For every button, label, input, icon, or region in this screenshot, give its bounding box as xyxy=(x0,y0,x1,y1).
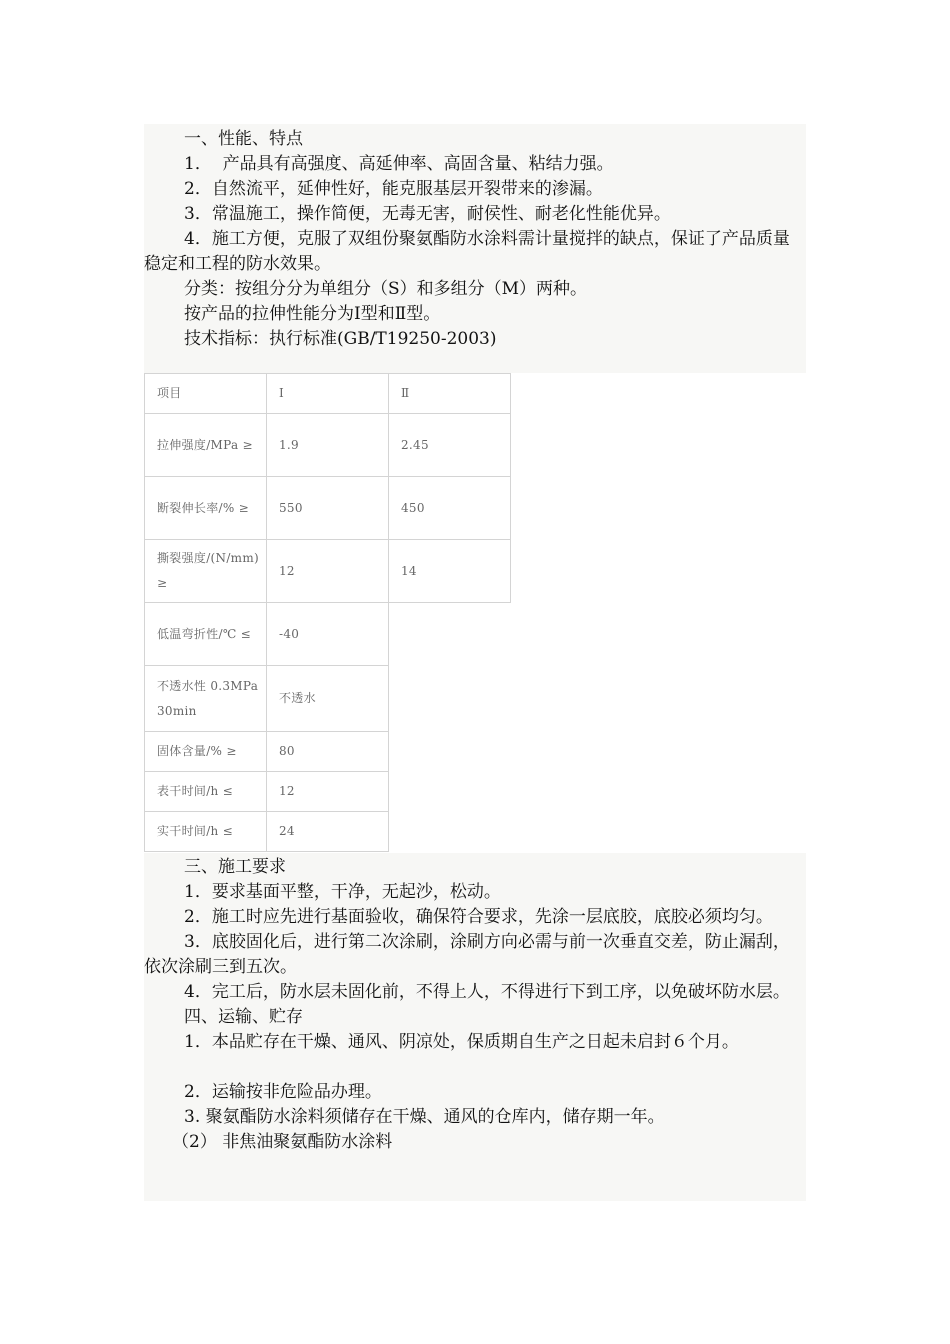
blank-line xyxy=(144,1055,806,1080)
table-cell-item: 不透水性 0.3MPa 30min xyxy=(145,666,267,732)
table-cell-item: 固体含量/% ≥ xyxy=(145,732,267,772)
table-cell-type1: 80 xyxy=(267,732,389,772)
construction-item-4: 4．完工后，防水层未固化前，不得上人，不得进行下到工序，以免破坏防水层。 xyxy=(184,982,790,1002)
table-row xyxy=(145,540,511,603)
feature-item-3: 3．常温施工，操作简便，无毒无害，耐侯性、耐老化性能优异。 xyxy=(184,204,671,224)
spec-table xyxy=(144,373,511,852)
section-heading-construction: 三、施工要求 xyxy=(184,857,286,877)
table-cell-empty xyxy=(389,732,511,772)
table-cell-empty xyxy=(389,603,511,666)
table-row xyxy=(145,666,511,732)
table-cell-item: 低温弯折性/℃ ≤ xyxy=(145,603,267,666)
section-heading-performance: 一、性能、特点 xyxy=(184,129,303,149)
storage-item-2: 2．运输按非危险品办理。 xyxy=(184,1082,382,1102)
table-cell-type1: 550 xyxy=(267,477,389,540)
table-cell-item: 表干时间/h ≤ xyxy=(145,772,267,812)
construction-storage-section xyxy=(144,853,806,1201)
tech-index-text: 技术指标：执行标准(GB/T19250-2003) xyxy=(184,329,497,349)
construction-item-1: 1．要求基面平整，干净，无起沙，松动。 xyxy=(184,882,501,902)
table-header-row xyxy=(145,374,511,414)
table-cell-type1: 12 xyxy=(267,772,389,812)
table-header-item: 项目 xyxy=(145,374,267,414)
storage-item-3: 3. 聚氨酯防水涂料须储存在干燥、通风的仓库内，储存期一年。 xyxy=(184,1107,665,1127)
table-row xyxy=(145,772,511,812)
storage-item-1: 1．本品贮存在干燥、通风、阴凉处，保质期自生产之日起未启封６个月。 xyxy=(184,1032,739,1052)
table-cell-type2: 2.45 xyxy=(389,414,511,477)
classification-text: 分类：按组分分为单组分（S）和多组分（M）两种。 xyxy=(184,279,588,299)
feature-item-4: 4．施工方便，克服了双组份聚氨酯防水涂料需计量搅拌的缺点，保证了产品质量稳定和工程的防水效果。 xyxy=(144,229,790,274)
table-cell-item: 撕裂强度/(N/mm) ≥ xyxy=(145,540,267,603)
table-row xyxy=(145,812,511,852)
table-cell-type2: 450 xyxy=(389,477,511,540)
construction-item-3: 3．底胶固化后，进行第二次涂刷，涂刷方向必需与前一次垂直交差，防止漏刮，依次涂刷三到五次。 xyxy=(144,932,790,977)
table-cell-item: 拉伸强度/MPa ≥ xyxy=(145,414,267,477)
table-row xyxy=(145,477,511,540)
table-cell-item: 实干时间/h ≤ xyxy=(145,812,267,852)
table-cell-type1: -40 xyxy=(267,603,389,666)
table-cell-type2: 14 xyxy=(389,540,511,603)
table-header-type2: Ⅱ xyxy=(389,374,511,414)
table-cell-item: 断裂伸长率/% ≥ xyxy=(145,477,267,540)
table-row xyxy=(145,732,511,772)
table-row xyxy=(145,603,511,666)
subtitle-non-tar: （2） 非焦油聚氨酯防水涂料 xyxy=(172,1132,393,1152)
intro-section xyxy=(144,124,806,373)
table-cell-empty xyxy=(389,772,511,812)
construction-item-2: 2．施工时应先进行基面验收，确保符合要求，先涂一层底胶，底胶必须均匀。 xyxy=(184,907,773,927)
table-cell-type1: 24 xyxy=(267,812,389,852)
feature-item-2: 2．自然流平，延伸性好，能克服基层开裂带来的渗漏。 xyxy=(184,179,603,199)
section-heading-storage: 四、运输、贮存 xyxy=(184,1007,303,1027)
table-row xyxy=(145,414,511,477)
tensile-types-text: 按产品的拉伸性能分为Ⅰ型和Ⅱ型。 xyxy=(184,304,441,324)
feature-item-1: 1． 产品具有高强度、高延伸率、高固含量、粘结力强。 xyxy=(184,154,614,174)
table-cell-type1: 12 xyxy=(267,540,389,603)
table-cell-empty xyxy=(389,666,511,732)
table-cell-type1: 1.9 xyxy=(267,414,389,477)
table-cell-empty xyxy=(389,812,511,852)
table-header-type1: Ⅰ xyxy=(267,374,389,414)
table-cell-type1: 不透水 xyxy=(267,666,389,732)
